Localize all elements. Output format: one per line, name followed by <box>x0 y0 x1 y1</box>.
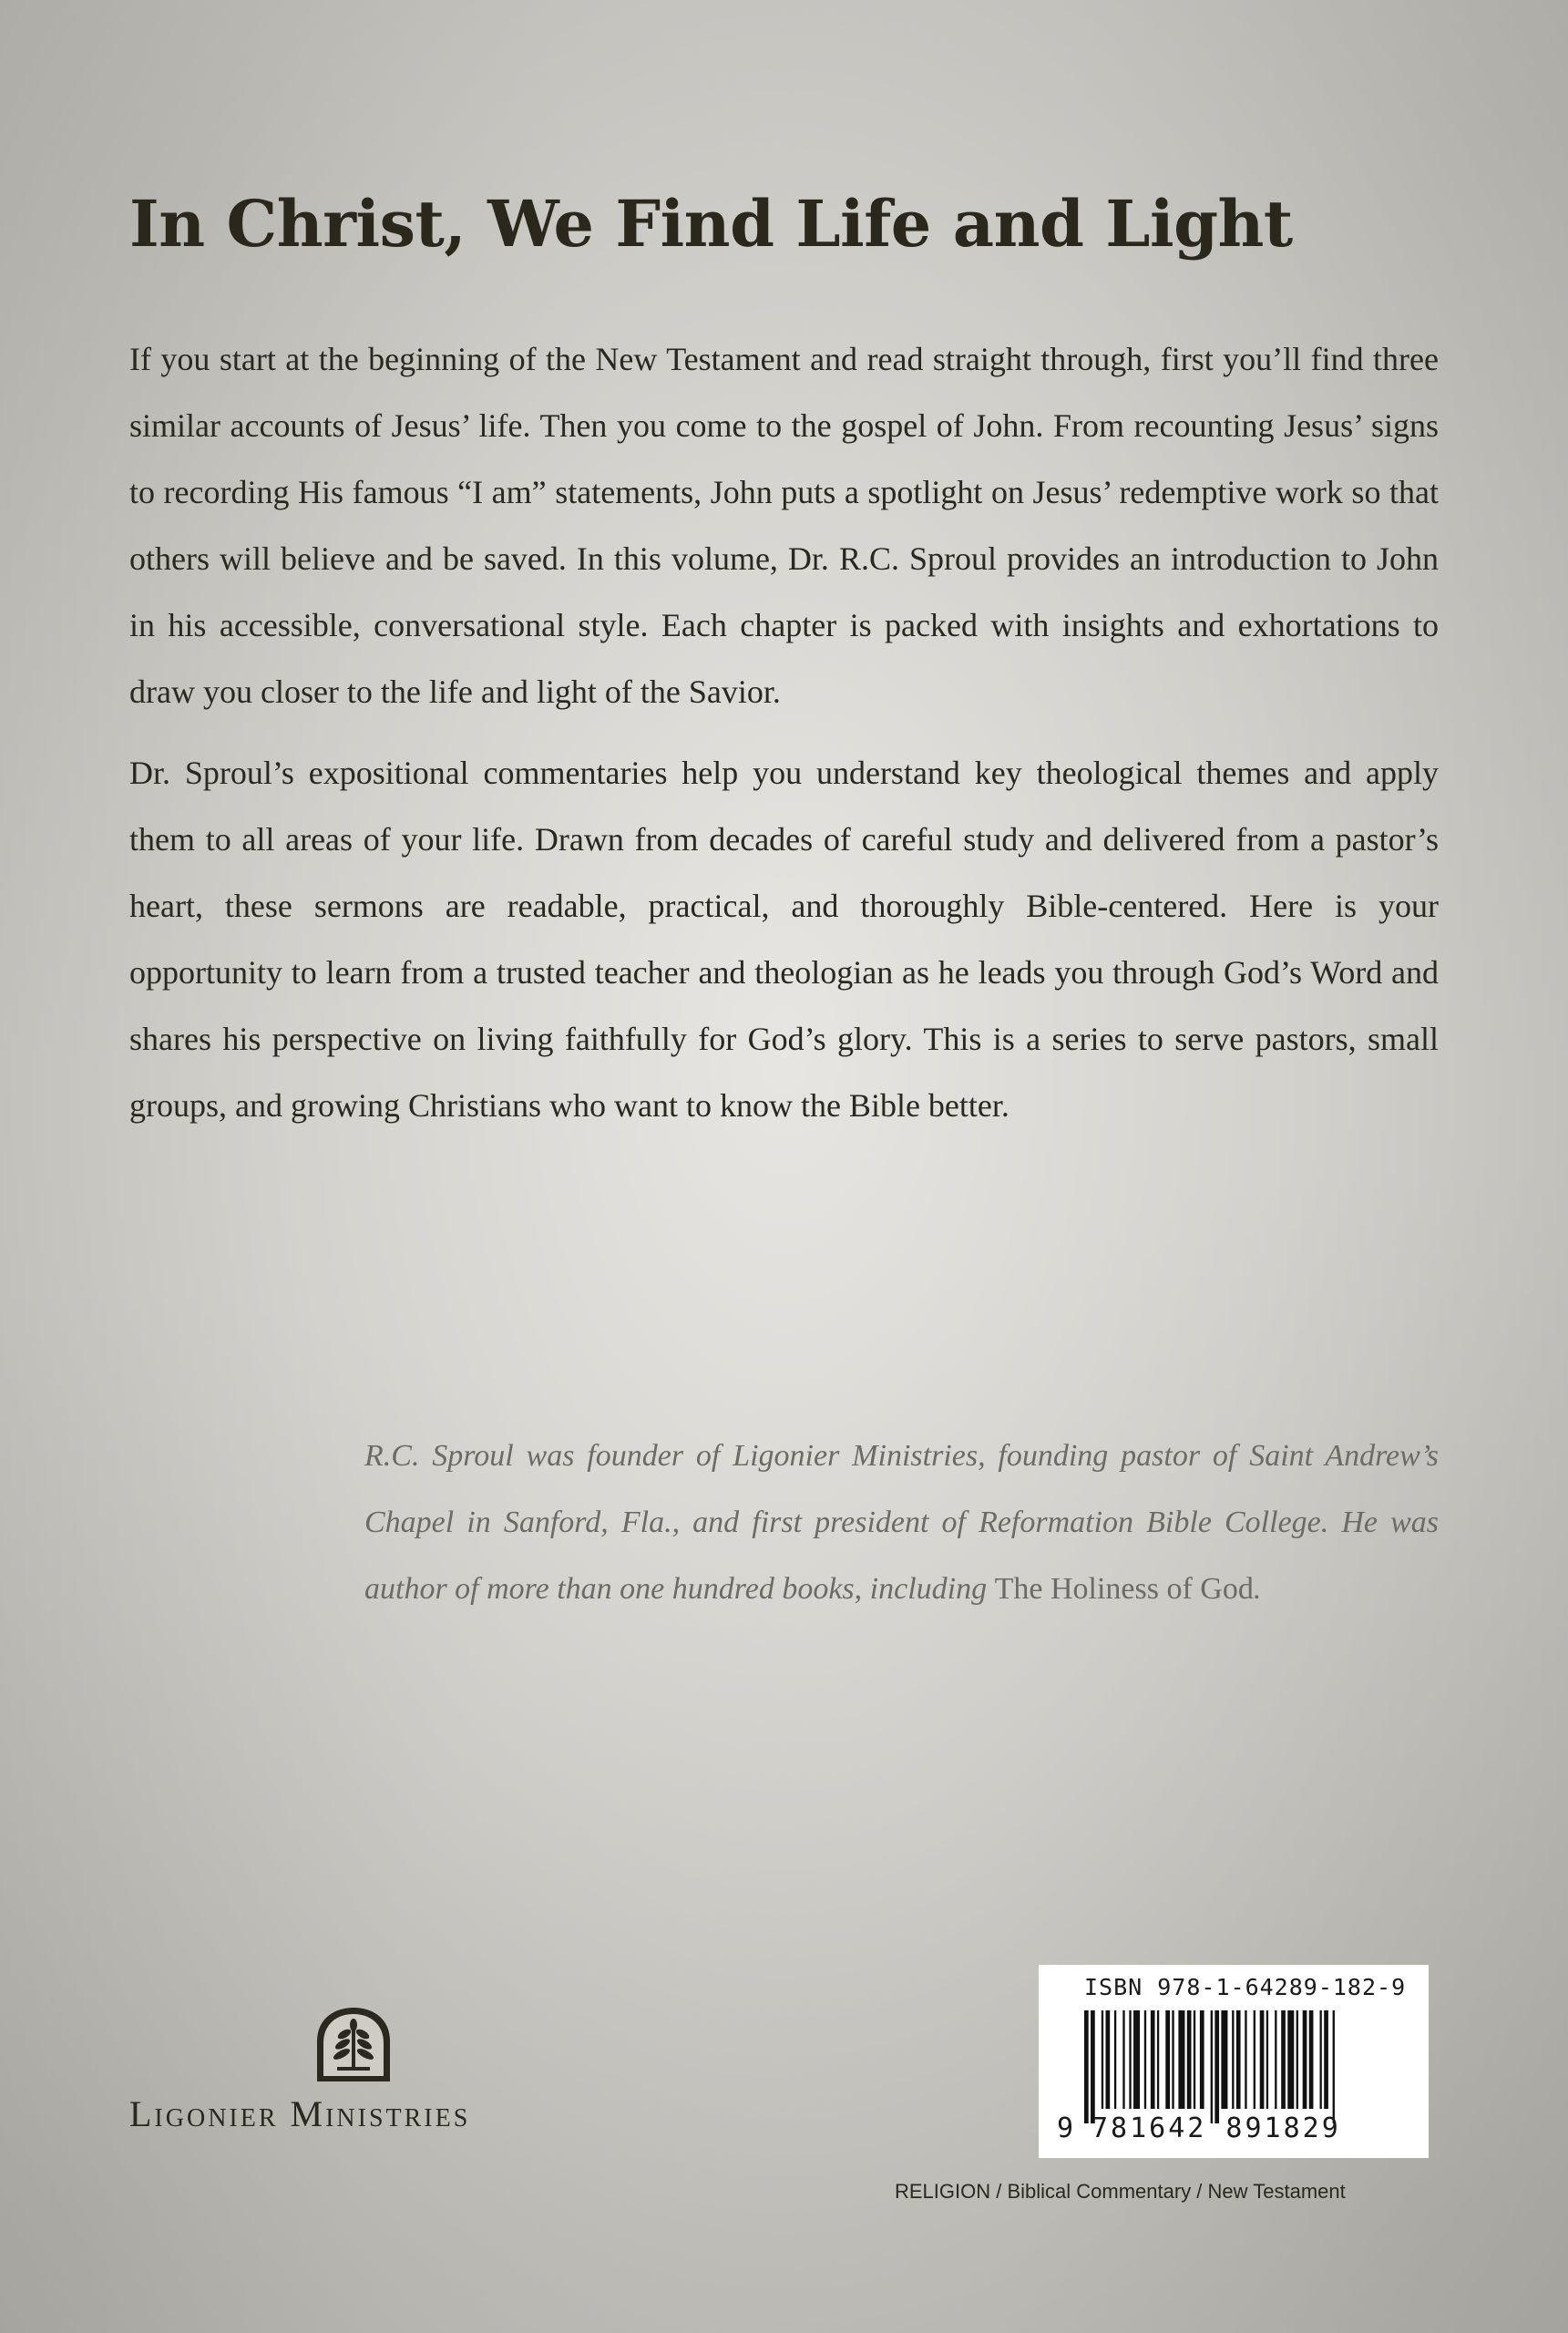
bisac-category: RELIGION / Biblical Commentary / New Testament <box>895 2180 1346 2203</box>
tree-arch-icon <box>312 2005 395 2087</box>
barcode-first-digit: 9 <box>1057 2112 1074 2144</box>
author-bio-book-title: The Holiness of God <box>994 1572 1254 1606</box>
author-bio-end: . <box>1253 1572 1262 1606</box>
back-cover-headline: In Christ, We Find Life and Light <box>129 186 1293 262</box>
author-bio-text: R.C. Sproul was founder of Ligonier Ministries, founding pastor of Saint Andrew’s Chapel in Sanford, Fla., and first president of Reformation Bible College. He was author of more than one hundred books, including <box>364 1439 1439 1606</box>
isbn-barcode <box>1039 1965 1429 2158</box>
book-description <box>129 326 1439 1154</box>
publisher-logo <box>129 2005 585 2142</box>
isbn-label: ISBN 978-1-64289-182-9 <box>1084 1974 1407 2000</box>
barcode-digits: 781642 891829 <box>1091 2112 1341 2144</box>
author-bio <box>364 1423 1439 1622</box>
description-paragraph: If you start at the beginning of the New Testament and read straight through, first you’ll find three similar accounts of Jesus’ life. Then you come to the gospel of John. From recounting Jesus’ signs to recording His famous “I am” statements, John puts a spotlight on Jesus’ redemptive work so that others will believe and be saved. In this volume, Dr. R.C. Sproul provides an introduction to John in his accessible, conversational style. Each chapter is packed with insights and exhortations to draw you closer to the life and light of the Savior. <box>129 341 1439 710</box>
barcode-bars <box>1084 2010 1399 2123</box>
publisher-name: Ligonier Ministries <box>129 2093 471 2134</box>
description-paragraph: Dr. Sproul’s expositional commentaries help you understand key theological themes and apply them to all areas of your life. Drawn from decades of careful study and delivered from a pastor’s heart, these sermons are readable, practical, and thoroughly Bible-centered. Here is your opportunity to learn from a trusted teacher and theologian as he leads you through God’s Word and shares his perspective on living faithfully for God’s glory. This is a series to serve pastors, small groups, and growing Christians who want to know the Bible better. <box>129 755 1439 1124</box>
